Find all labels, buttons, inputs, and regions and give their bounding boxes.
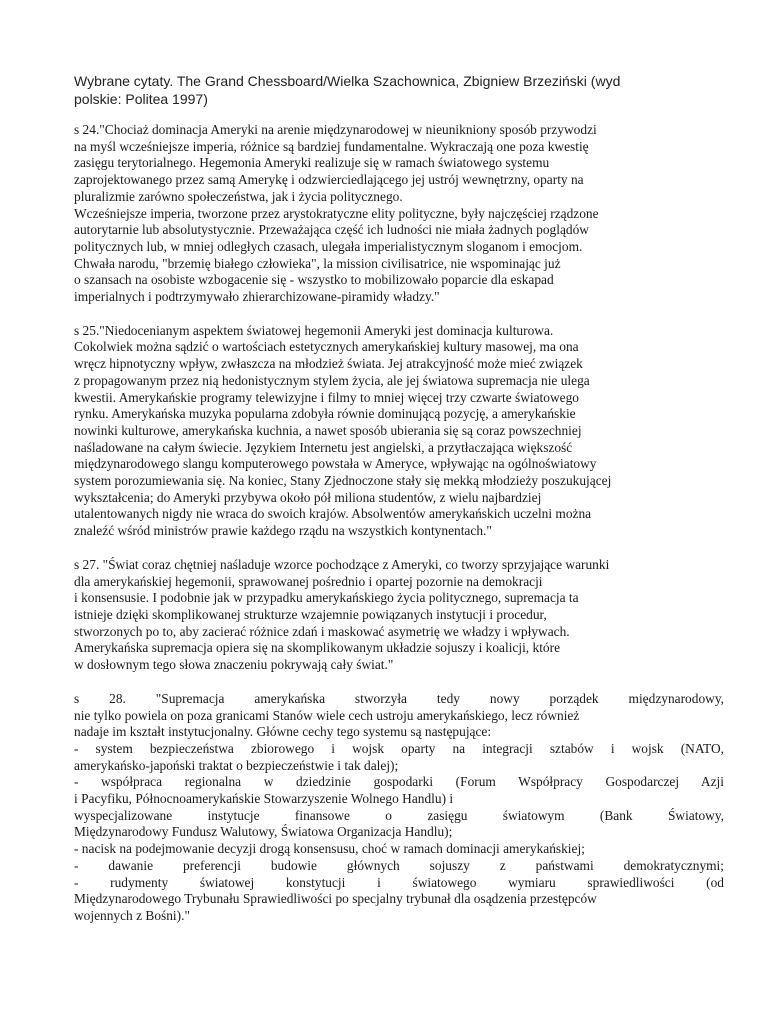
text-line: na myśl wcześniejsze imperia, różnice są bardziej fundamentalne. Wykraczają one poza kwestię <box>74 138 589 154</box>
text-line: stworzonych po to, aby zacierać różnice zdań i maskować asymetrię we władzy i wpływach. <box>74 623 570 639</box>
text-line: s 24."Chociaż dominacja Ameryki na arenie międzynarodowej w nieunikniony sposób przywodzi <box>74 122 597 137</box>
quote-section <box>74 323 724 540</box>
text-line: - nacisk na podejmowanie decyzji drogą konsensusu, choć w ramach dominacji amerykańskiej; <box>74 841 585 857</box>
text-line: Międzynarodowego Trybunału Sprawiedliwości po specjalny trybunał dla osądzenia przestępców <box>74 891 597 907</box>
text-line: - system bezpieczeństwa zbiorowego i wojsk oparty na integracji sztabów i wojsk (NATO, <box>74 740 724 756</box>
text-line: zaprojektowanego przez samą Amerykę i odzwierciedlającego jej ustrój wewnętrzny, oparty na <box>74 172 584 188</box>
text-line: dla amerykańskiej hegemonii, sprawowanej pośrednio i opartej pozornie na demokracji <box>74 573 543 589</box>
text-line: nadaje im kształt instytucjonalny. Główne cechy tego systemu są następujące: <box>74 724 492 740</box>
text-line: - współpraca regionalna w dziedzinie gospodarki (Forum Współpracy Gospodarczej Azji <box>74 774 724 790</box>
text-line: s 27. "Świat coraz chętniej naśladuje wzorce pochodzące z Ameryki, co tworzy sprzyjające warunki <box>74 556 610 572</box>
text-line: utalentowanych nigdy nie wraca do swoich krajów. Absolwentów amerykańskich uczelni można <box>74 506 592 522</box>
text-line: i Pacyfiku, Północnoamerykańskie Stowarzyszenie Wolnego Handlu) i <box>74 791 454 807</box>
text-line: system porozumiewania się. Na koniec, Stany Zjednoczone stały się mekką młodzieży poszukującej <box>74 473 612 489</box>
text-line: politycznych lub, w mniej odległych czasach, ulegała imperialistycznym sloganom i emocjom. <box>74 238 583 254</box>
text-line: imperialnych i podtrzymywało zhierarchizowane-piramidy władzy." <box>74 289 440 305</box>
text-line: z propagowanym przez nią hedonistycznym stylem życia, ale jej światowa supremacja nie ulega <box>74 372 590 388</box>
text-line: i konsensusie. I podobnie jak w przypadku amerykańskiego życia politycznego, supremacja ta <box>74 590 579 606</box>
text-line: zasięgu terytorialnego. Hegemonia Ameryki realizuje się w ramach światowego systemu <box>74 155 550 171</box>
text-line: nie tylko powiela on poza granicami Stanów wiele cech ustroju amerykańskiego, lecz również <box>74 707 580 723</box>
document-title <box>74 72 724 108</box>
text-line: istnieje dzięki skomplikowanej strukturze wzajemnie powiązanych instytucji i procedur, <box>74 606 547 622</box>
text-line: Chwała narodu, "brzemię białego człowieka", la mission civilisatrice, nie wspominając już <box>74 255 561 271</box>
text-line: - dawanie preferencji budowie głównych sojuszy z państwami demokratycznymi; <box>74 857 724 873</box>
text-line: w dosłownym tego słowa znaczeniu pokrywają cały świat." <box>74 657 394 673</box>
text-line: o szansach na osobiste wzbogacenie się - wszystko to mobilizowało poparcie dla eskapad <box>74 272 554 288</box>
document-page <box>74 72 724 942</box>
text-line: Wcześniejsze imperia, tworzone przez arystokratyczne elity polityczne, były najczęściej rządzone <box>74 205 599 221</box>
text-line: międzynarodowego slangu komputerowego powstała w Ameryce, wpływając na ogólnoświatowy <box>74 456 597 472</box>
text-line: wykształcenia; do Ameryki przybywa około pół miliona studentów, z wielu najbardziej <box>74 489 542 505</box>
title-line: polskie: Politea 1997) <box>74 91 208 107</box>
text-line: znaleźć wśród ministrów prawie każdego rządu na wszystkich kontynentach." <box>74 523 492 539</box>
title-line: Wybrane cytaty. The Grand Chessboard/Wielka Szachownica, Zbigniew Brzeziński (wyd <box>74 73 621 89</box>
quote-section <box>74 122 724 306</box>
text-line: kwestii. Amerykańskie programy telewizyjne i filmy to mniej więcej trzy czwarte światowego <box>74 389 579 405</box>
text-line: wojennych z Bośni)." <box>74 907 190 923</box>
text-line: nowinki kulturowe, amerykańska kuchnia, a nawet sposób ubierania się są coraz powszechniej <box>74 422 582 438</box>
quote-section <box>74 557 724 674</box>
text-line: wręcz hipnotyczny wpływ, zwłaszcza na młodzież świata. Jej atrakcyjność może mieć związek <box>74 356 583 372</box>
quote-sections <box>74 122 724 925</box>
text-line: - rudymenty światowej konstytucji i światowego wymiaru sprawiedliwości (od <box>74 874 724 890</box>
text-line: wyspecjalizowane instytucje finansowe o zasięgu światowym (Bank Światowy, <box>74 807 724 823</box>
text-line: pluralizmie zarówno społeczeństwa, jak i życia politycznego. <box>74 188 403 204</box>
text-line: amerykańsko-japoński traktat o bezpieczeństwie i tak dalej); <box>74 757 399 773</box>
text-line: Międzynarodowy Fundusz Walutowy, Światowa Organizacja Handlu); <box>74 824 453 840</box>
text-line: rynku. Amerykańska muzyka popularna zdobyła równie dominującą pozycję, a amerykańskie <box>74 406 576 422</box>
text-line: s 28. "Supremacja amerykańska stworzyła tedy nowy porządek międzynarodowy, <box>74 690 724 706</box>
text-line: naśladowane na całym świecie. Językiem Internetu jest angielski, a przytłaczająca większość <box>74 439 573 455</box>
text-line: s 25."Niedocenianym aspektem światowej hegemonii Ameryki jest dominacja kulturowa. <box>74 322 554 338</box>
text-line: Cokolwiek można sądzić o wartościach estetycznych amerykańskiej kultury masowej, ma ona <box>74 339 579 355</box>
quote-section <box>74 691 724 925</box>
text-line: Amerykańska supremacja opiera się na skomplikowanym układzie sojuszy i koalicji, które <box>74 640 561 656</box>
text-line: autorytarnie lub absolutystycznie. Przeważająca część ich ludności nie miała żadnych poglądów <box>74 222 589 238</box>
